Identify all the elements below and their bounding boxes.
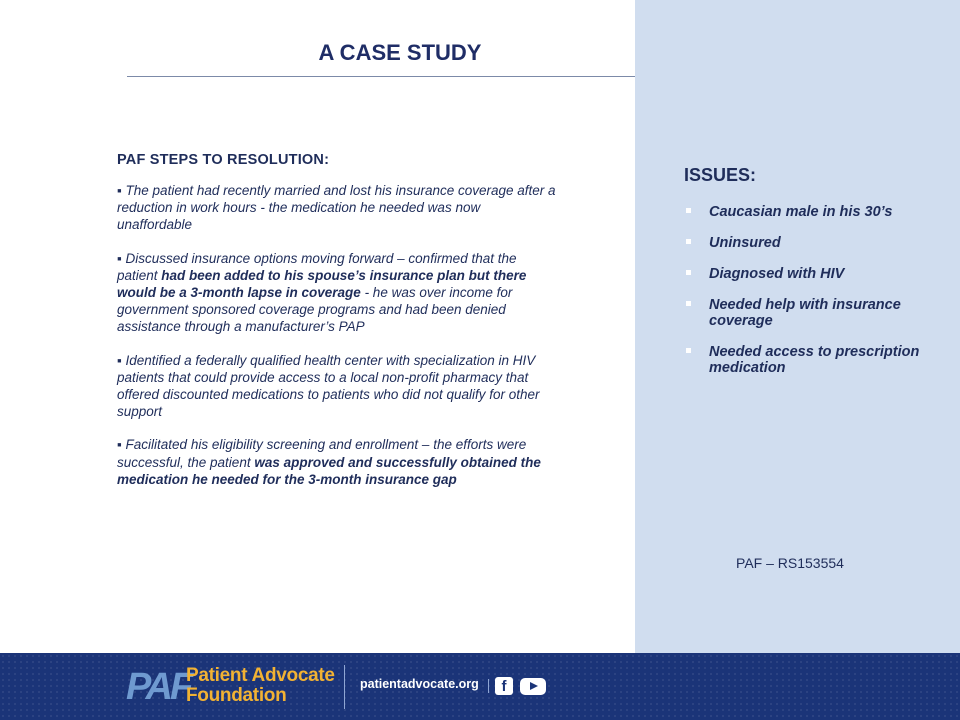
issue-text: Uninsured xyxy=(709,235,781,251)
step-2-emphasis: had been added to his spouse’s insurance plan but there would be a 3-month lapse in coverage xyxy=(117,267,527,301)
issue-text: Needed help with insurance coverage xyxy=(709,297,901,329)
step-3-text: ▪ Identified a federally qualified health center with specialization in HIV patients that could provide access to a local non-profit pharmacy that offered discounted medications to patients who did not qualify for other support xyxy=(117,352,540,420)
step-4-emphasis: was approved and successfully obtained the medication he needed for the 3-month insurance gap xyxy=(117,454,541,487)
logo-line-2: Foundation xyxy=(186,685,287,706)
slide-title: A CASE STUDY xyxy=(318,40,482,65)
square-bullet-icon xyxy=(686,208,691,213)
step-2-text: ▪ Discussed insurance options moving forward – confirmed that the patient xyxy=(117,250,517,283)
facebook-icon[interactable]: f xyxy=(495,677,513,695)
logo-wordmark xyxy=(186,666,335,706)
step-item-2 xyxy=(117,250,557,336)
paf-logo[interactable] xyxy=(126,665,341,709)
issue-item xyxy=(684,204,944,220)
issue-text: Diagnosed with HIV xyxy=(709,266,845,282)
square-bullet-icon xyxy=(686,301,691,306)
title-divider xyxy=(127,76,635,77)
step-item-1 xyxy=(117,182,557,234)
steps-section xyxy=(117,152,557,504)
issue-item xyxy=(684,266,944,282)
issues-list xyxy=(684,204,944,376)
footer-divider xyxy=(344,665,345,709)
square-bullet-icon xyxy=(686,239,691,244)
website-link[interactable]: patientadvocate.org xyxy=(360,677,479,691)
step-item-3 xyxy=(117,352,557,421)
issue-item xyxy=(684,235,944,251)
issue-item xyxy=(684,297,944,329)
step-4-text: ▪ Facilitated his eligibility screening and enrollment – the efforts were successful, the patient xyxy=(117,437,527,470)
square-bullet-icon xyxy=(686,270,691,275)
footer-bar xyxy=(0,653,960,720)
logo-mark: PAF xyxy=(126,666,191,708)
step-1-text: ▪ The patient had recently married and lost his insurance coverage after a reduction in work hours - the medication he needed was now unaffordable xyxy=(117,183,556,233)
issue-text: Caucasian male in his 30’s xyxy=(709,204,893,220)
step-item-4 xyxy=(117,436,557,488)
issues-heading: ISSUES: xyxy=(684,165,757,185)
steps-heading: PAF STEPS TO RESOLUTION: xyxy=(117,152,330,168)
square-bullet-icon xyxy=(686,348,691,353)
issue-item xyxy=(684,344,944,376)
reference-code: PAF – RS153554 xyxy=(736,555,844,571)
logo-line-1: Patient Advocate xyxy=(186,665,335,686)
footer-divider-small xyxy=(488,679,489,693)
youtube-icon[interactable] xyxy=(520,678,546,695)
issues-section xyxy=(684,165,944,391)
step-2-text-end: - he was over income for government sponsored coverage programs and had been denied assistance through a manufacturer’s PAP xyxy=(117,285,513,335)
issue-text: Needed access to prescription medication xyxy=(709,344,920,376)
